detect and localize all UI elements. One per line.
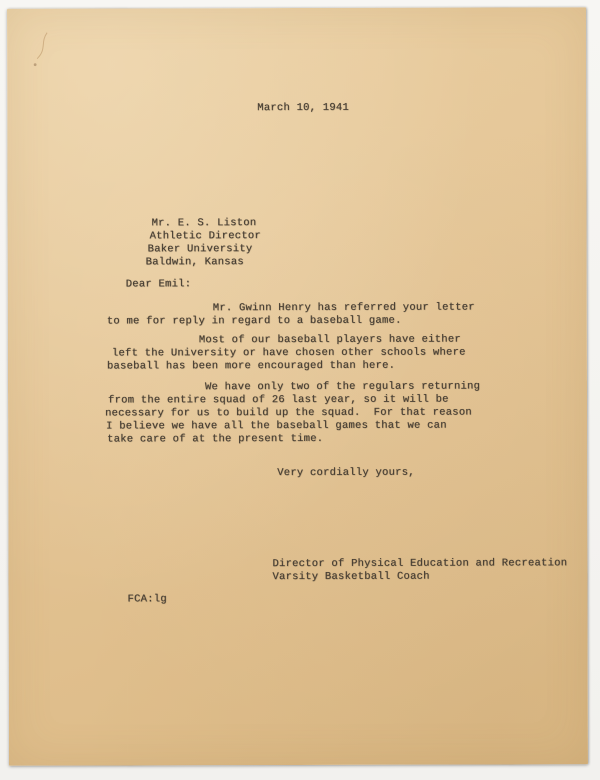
closing-line: Very cordially yours, bbox=[277, 466, 415, 480]
body-line: necessary for us to build up the squad. For that reason bbox=[105, 406, 472, 420]
body-line: take care of at the present time. bbox=[107, 432, 324, 446]
date-line: March 10, 1941 bbox=[257, 101, 350, 115]
body-line: We have only two of the regulars returning bbox=[204, 380, 481, 394]
paper-crease-mark bbox=[25, 29, 65, 79]
body-line: baseball has been more encouraged than here. bbox=[106, 359, 396, 373]
body-line: left the University or have chosen other schools where bbox=[111, 346, 466, 360]
signature-title-line: Varsity Basketball Coach bbox=[272, 570, 430, 584]
recipient-name-line: Mr. E. S. Liston bbox=[151, 217, 257, 230]
recipient-title-line: Athletic Director bbox=[149, 230, 261, 243]
body-line: from the entire squad of 26 last year, so it will be bbox=[108, 393, 449, 407]
recipient-city-line: Baldwin, Kansas bbox=[145, 256, 244, 269]
body-line: to me for reply in regard to a baseball game. bbox=[106, 314, 402, 328]
reference-initials-line: FCA:lg bbox=[127, 593, 167, 606]
salutation-line: Dear Emil: bbox=[125, 278, 192, 291]
letter-paper bbox=[7, 7, 588, 766]
body-line: Most of our baseball players have either bbox=[198, 333, 461, 347]
body-line: I believe we have all the baseball games that we can bbox=[106, 419, 447, 433]
signature-title-line: Director of Physical Education and Recreation bbox=[272, 557, 568, 571]
recipient-org-line: Baker University bbox=[147, 243, 253, 256]
body-line: Mr. Gwinn Henry has referred your letter bbox=[212, 301, 475, 315]
